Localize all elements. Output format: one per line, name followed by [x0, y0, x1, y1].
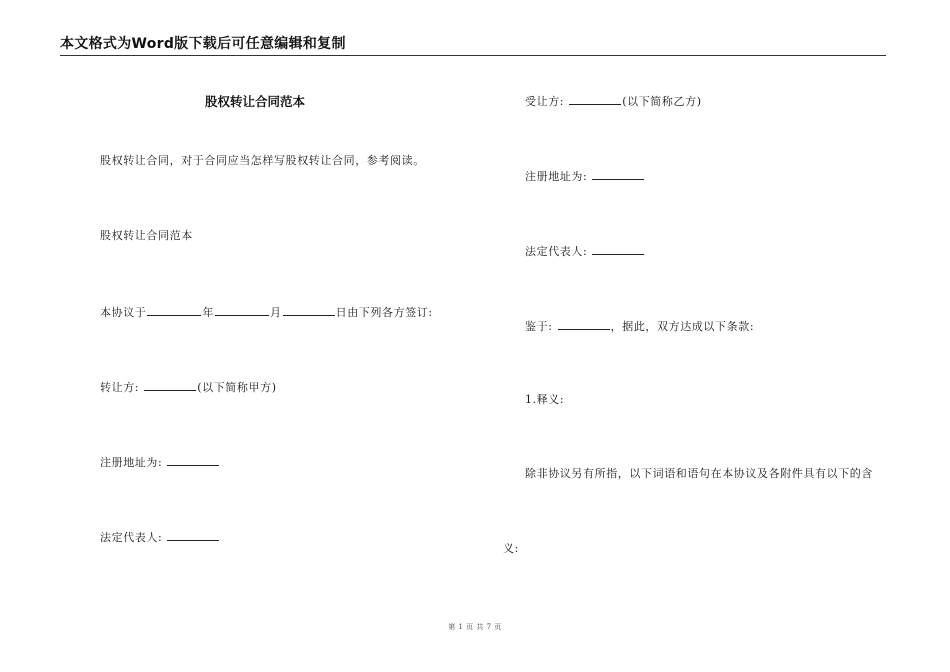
definitions-heading: 1.释义: — [525, 393, 565, 406]
transferee-label: 受让方: — [525, 95, 565, 108]
year-blank — [147, 304, 201, 316]
whereas-prefix: 鉴于: — [525, 320, 553, 333]
left-reg-address-blank — [167, 454, 219, 466]
left-legal-rep-blank — [167, 529, 219, 541]
right-reg-address-blank — [592, 168, 644, 180]
subtitle-paragraph: 股权转让合同范本 — [100, 229, 193, 242]
month-blank — [215, 304, 269, 316]
day-blank — [283, 304, 335, 316]
transferor-note: (以下简称甲方) — [197, 381, 277, 394]
page-number-footer: 第 1 页 共 7 页 — [448, 623, 502, 631]
transferee-line — [525, 93, 702, 109]
header-text: 本文格式为Word版下载后可任意编辑和复制 — [60, 36, 346, 52]
right-reg-address-label: 注册地址为: — [525, 170, 588, 183]
right-legal-rep-line — [525, 243, 645, 259]
signing-suffix: 日由下列各方签订: — [335, 306, 433, 319]
left-reg-address-line — [100, 454, 220, 470]
transferor-label: 转让方: — [100, 381, 140, 394]
whereas-line — [525, 318, 754, 334]
signing-prefix: 本协议于 — [100, 306, 147, 319]
right-reg-address-line — [525, 168, 645, 184]
transferor-line — [100, 379, 277, 395]
left-legal-rep-line — [100, 529, 220, 545]
signing-date-line — [100, 304, 433, 320]
year-label: 年 — [202, 306, 215, 319]
definitions-tail: 义: — [503, 542, 519, 555]
document-header — [60, 33, 886, 56]
whereas-suffix: ，据此，双方达成以下条款: — [610, 320, 755, 333]
left-reg-address-label: 注册地址为: — [100, 456, 163, 469]
transferor-blank — [144, 379, 196, 391]
whereas-blank — [558, 318, 610, 330]
definitions-paragraph: 除非协议另有所指，以下词语和语句在本协议及各附件具有以下的含 — [525, 467, 873, 480]
right-legal-rep-blank — [592, 243, 644, 255]
transferee-note: (以下简称乙方) — [622, 95, 702, 108]
right-legal-rep-label: 法定代表人: — [525, 245, 588, 258]
document-title: 股权转让合同范本 — [205, 94, 306, 109]
intro-paragraph: 股权转让合同，对于合同应当怎样写股权转让合同，参考阅读。 — [100, 154, 425, 167]
month-label: 月 — [270, 306, 282, 319]
transferee-blank — [569, 93, 621, 105]
left-legal-rep-label: 法定代表人: — [100, 531, 163, 544]
